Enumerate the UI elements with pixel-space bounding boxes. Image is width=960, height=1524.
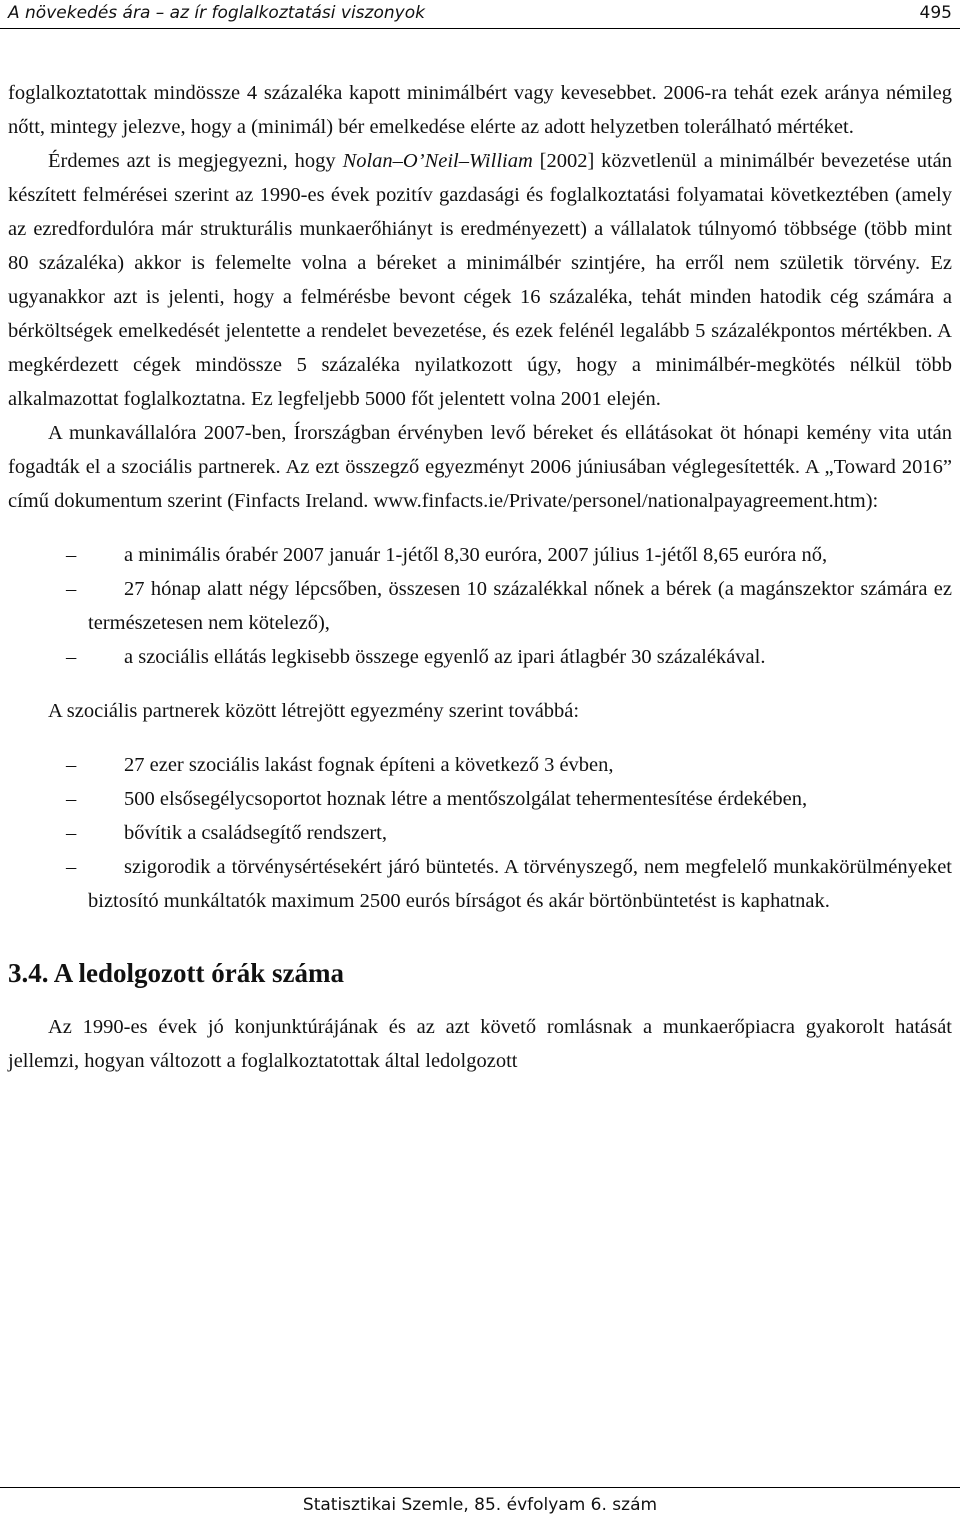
page-body bbox=[8, 76, 952, 1078]
running-title: A növekedés ára – az ír foglalkoztatási viszonyok bbox=[8, 3, 425, 23]
dash-marker: – bbox=[66, 822, 77, 844]
section-heading: 3.4. A ledolgozott órák száma bbox=[8, 958, 344, 988]
page-footer bbox=[0, 1487, 960, 1524]
bullet-list-1 bbox=[66, 538, 952, 674]
list-item bbox=[66, 538, 952, 572]
list-item-text: bővítik a családsegítő rendszert, bbox=[124, 822, 387, 844]
list-item bbox=[66, 816, 952, 850]
list-item-text: a szociális ellátás legkisebb összege egyenlő az ipari átlagbér 30 százalékával. bbox=[124, 646, 766, 668]
list-item bbox=[66, 850, 952, 918]
list-item bbox=[66, 640, 952, 674]
paragraph-4: A szociális partnerek között létrejött egyezmény szerint továbbá: bbox=[48, 700, 580, 722]
page-number: 495 bbox=[919, 3, 952, 23]
list-item-text: szigorodik a törvénysértésekért járó büntetés. A törvényszegő, nem megfelelő munkakörülményeket biztosító munkáltatók maximum 2500 eurós bírságot és akár börtönbüntetést is kaphatnak. bbox=[88, 856, 952, 912]
list-item bbox=[66, 782, 952, 816]
paragraph-2-rest: [2002] közvetlenül a minimálbér bevezetése után készített felmérései szerint az 1990-es évek pozitív gazdasági és foglalkoztatási folyamatai következtében (amely az ezredfordulóra már strukturális munkaerőhiányt is eredményezett) a vállalatok túlnyomó többsége (több mint 80 százaléka) akkor is felemelte volna a béreket a minimálbér szintjére, ha erről nem születik törvény. Ez ugyanakkor azt is jelenti, hogy a felmérésbe bevont cégek 16 százaléka, tehát minden hatodik cég számára a bérköltségek emelkedését jelentette a rendelet bevezetése, és ezek felénél legalább 5 százalékpontos mértékben. A megkérdezett cégek mindössze 5 százaléka nyilatkozott úgy, hogy a minimálbér-megkötés nélkül több alkalmazottat foglalkoztatna. Ez legfeljebb 5000 főt jelentett volna 2001 elején. bbox=[8, 150, 952, 410]
dash-marker: – bbox=[66, 754, 77, 776]
bullet-list-2 bbox=[66, 748, 952, 918]
dash-marker: – bbox=[66, 788, 77, 810]
dash-marker: – bbox=[66, 856, 77, 878]
list-item bbox=[66, 572, 952, 640]
paragraph-3: A munkavállalóra 2007-ben, Írországban érvényben levő béreket és ellátásokat öt hónapi kemény vita után fogadták el a szociális partnerek. Az ezt összegző egyezményt 2006 júniusában véglegesítették. A „Toward 2016” című dokumentum szerint (Finfacts Ireland. www.finfacts.ie/Private/personel/nationalpayagreement.htm): bbox=[8, 422, 952, 512]
journal-footer: Statisztikai Szemle, 85. évfolyam 6. szám bbox=[302, 1495, 658, 1515]
paragraph-2 bbox=[8, 144, 952, 416]
list-item-text: a minimális órabér 2007 január 1-jétől 8,30 euróra, 2007 július 1-jétől 8,65 euróra nő, bbox=[124, 544, 828, 566]
list-item bbox=[66, 748, 952, 782]
dash-marker: – bbox=[66, 544, 77, 566]
list-item-text: 500 elsősegélycsoportot hoznak létre a mentőszolgálat tehermentesítése érdekében, bbox=[124, 788, 808, 810]
dash-marker: – bbox=[66, 646, 77, 668]
paragraph-2-start: Érdemes azt is megjegyezni, hogy bbox=[48, 150, 343, 172]
list-item-text: 27 ezer szociális lakást fognak építeni a következő 3 évben, bbox=[124, 754, 614, 776]
dash-marker: – bbox=[66, 578, 77, 600]
citation-authors: Nolan–O’Neil–William bbox=[342, 150, 533, 172]
list-item-text: 27 hónap alatt négy lépcsőben, összesen 10 százalékkal nőnek a bérek (a magánszektor számára ez természetesen nem kötelező), bbox=[88, 578, 952, 634]
paragraph-1: foglalkoztatottak mindössze 4 százaléka kapott minimálbért vagy kevesebbet. 2006-ra tehát ezek aránya némileg nőtt, mintegy jelezve, hogy a (minimál) bér emelkedése elérte az adott helyzetben tolerálható mértéket. bbox=[8, 82, 952, 138]
paragraph-5: Az 1990-es évek jó konjunktúrájának és az azt követő romlásnak a munkaerőpiacra gyakorolt hatását jellemzi, hogyan változott a foglalkoztatottak által ledolgozott bbox=[8, 1016, 952, 1072]
page-header bbox=[0, 0, 960, 29]
